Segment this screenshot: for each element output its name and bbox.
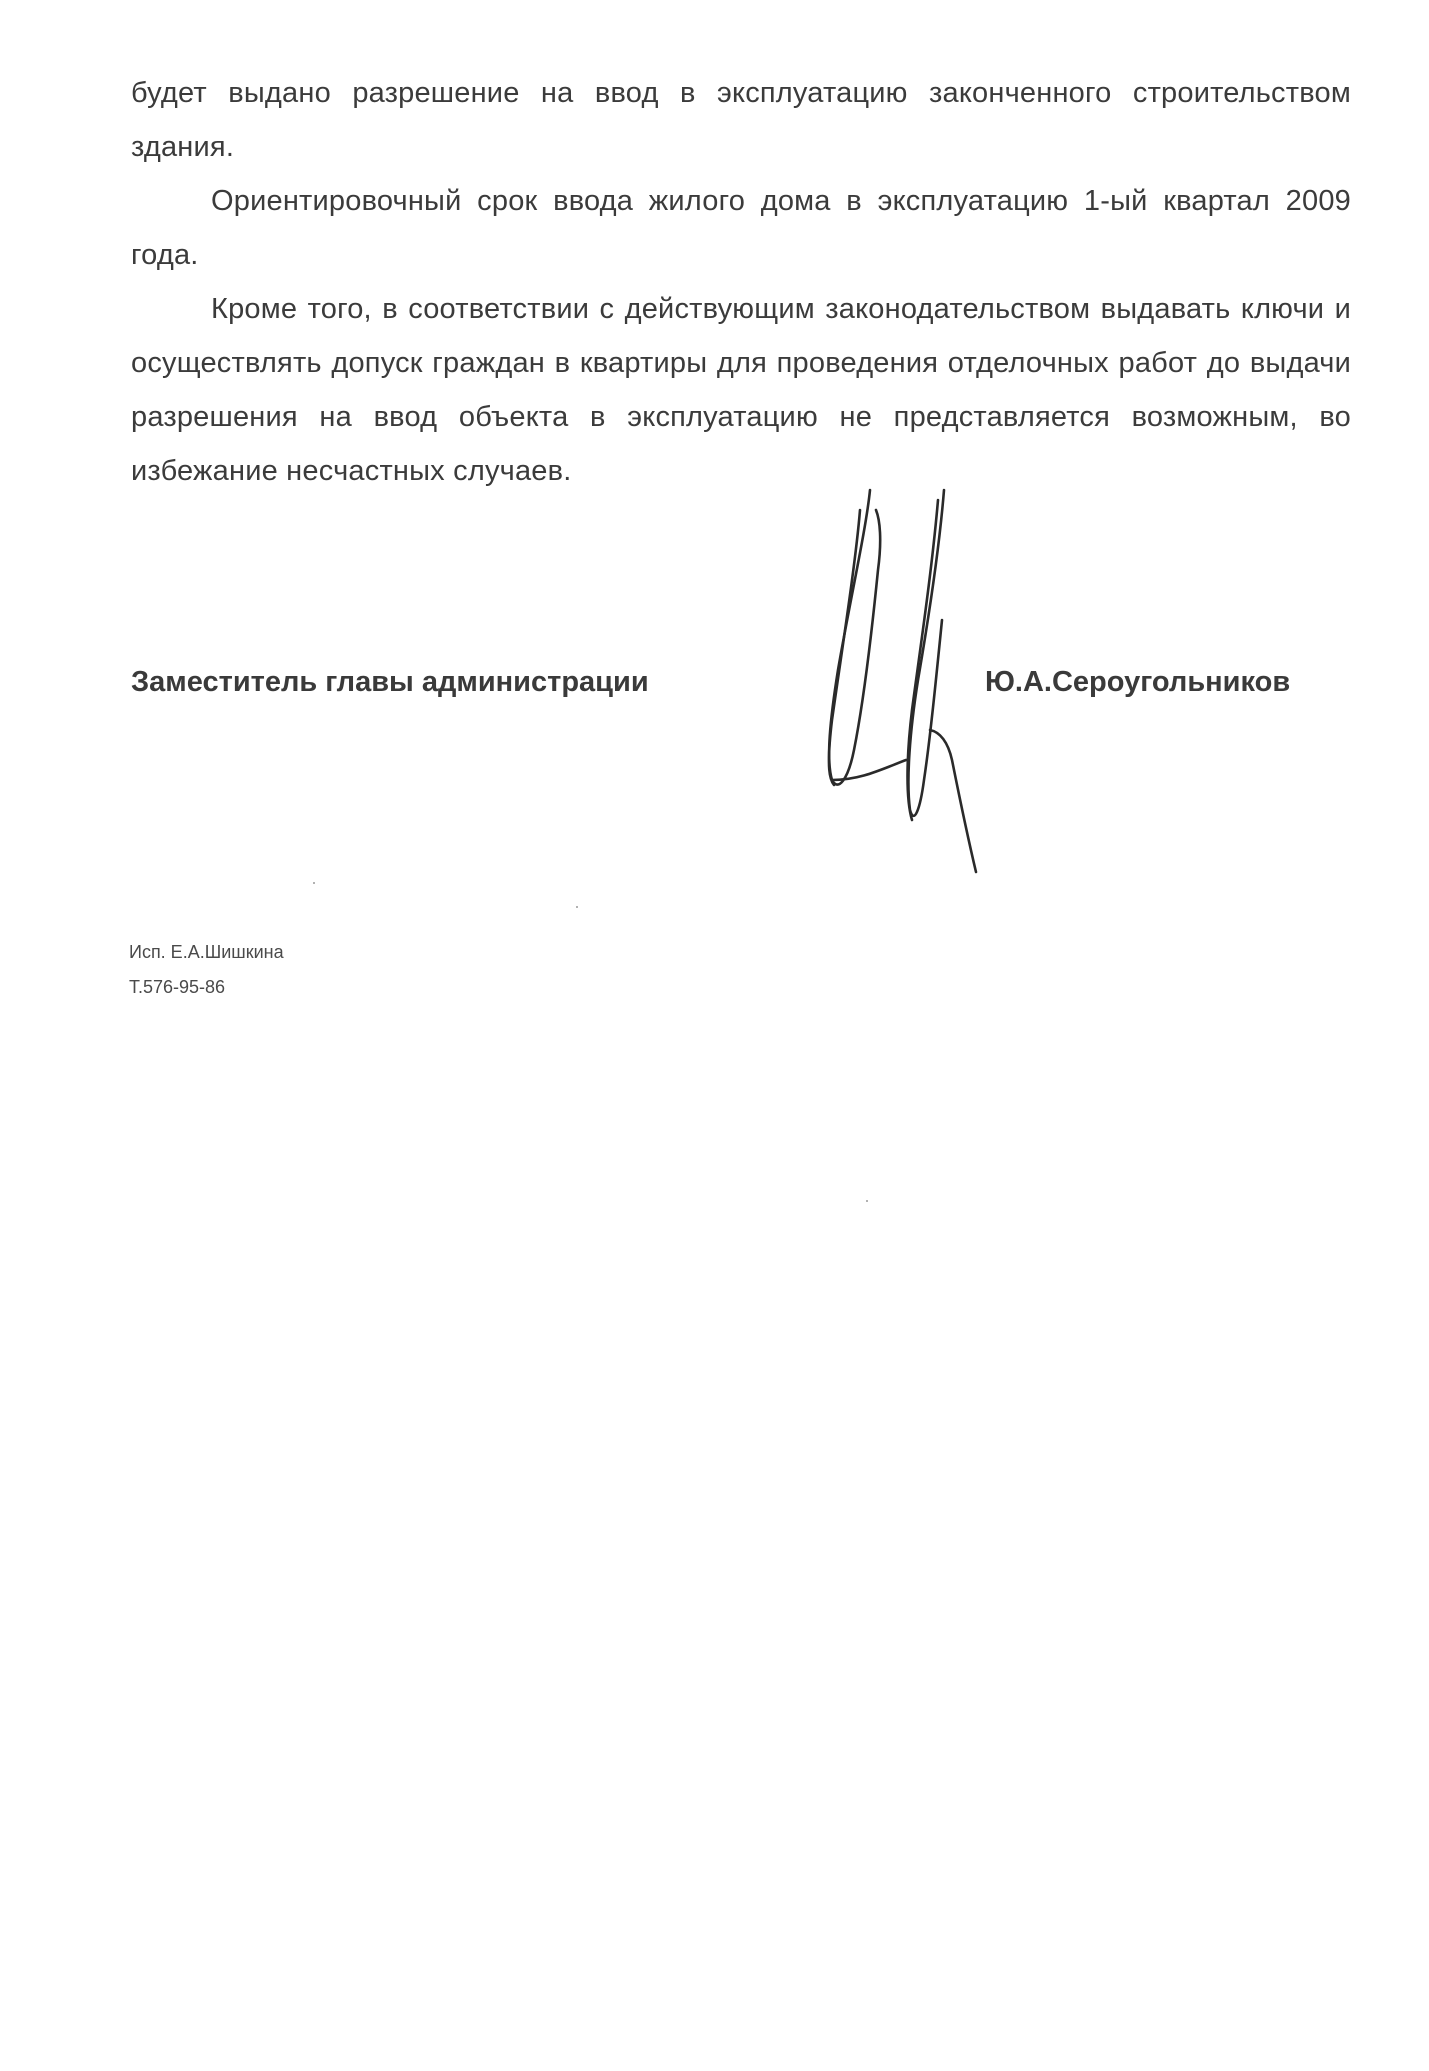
signer-name: Ю.А.Сероугольников [985,666,1291,698]
executor-phone: Т.576-95-86 [129,977,226,997]
scan-speck [576,906,578,908]
handwritten-signature-icon [820,480,1000,880]
scan-speck [866,1200,868,1202]
letter-body [131,66,1351,498]
paragraph-3: Кроме того, в соответствии с действующим законодательством выдавать ключи и осуществлять допуск граждан в квартиры для проведения отделочных работ до выдачи разрешения на ввод объекта в эксплуатацию не представляется возможным, во избежание несчастных случаев. [131,293,1351,487]
paragraph-1: будет выдано разрешение на ввод в эксплуатацию законченного строительством здания. [131,77,1351,163]
scan-speck [313,882,315,884]
paragraph-2: Ориентировочный срок ввода жилого дома в эксплуатацию 1-ый квартал 2009 года. [131,185,1351,271]
executor-name: Исп. Е.А.Шишкина [129,942,284,962]
signer-position-title: Заместитель главы администрации [131,666,649,698]
executor-info [129,935,284,1005]
